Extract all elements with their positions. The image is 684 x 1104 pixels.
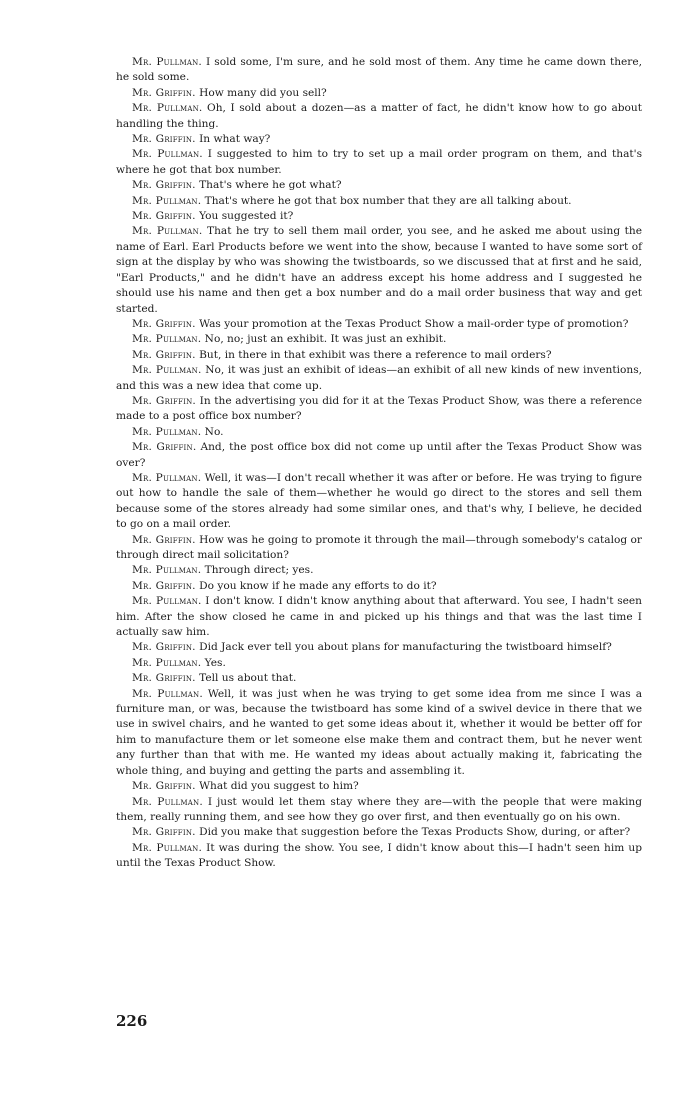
- paragraph-text: Oh, I sold about a dozen—as a matter of fact, he didn't know how to go about handling the thing.: [116, 102, 642, 130]
- speaker-label: Mr. Pullman.: [132, 364, 202, 377]
- transcript-paragraph: [116, 594, 642, 640]
- transcript-paragraph: [116, 132, 642, 147]
- speaker-label: Mr. Pullman.: [132, 425, 202, 438]
- transcript-paragraph: [116, 533, 642, 564]
- transcript-paragraph: [116, 841, 642, 872]
- transcript-paragraph: [116, 332, 642, 347]
- transcript-paragraph: [116, 563, 642, 578]
- speaker-label: Mr. Griffin.: [132, 394, 196, 407]
- paragraph-text: Do you know if he made any efforts to do it?: [199, 579, 437, 592]
- paragraph-text: What did you suggest to him?: [199, 780, 359, 793]
- transcript-paragraph: [116, 348, 642, 363]
- paragraph-text: Yes.: [204, 656, 226, 669]
- speaker-label: Mr. Pullman.: [132, 795, 203, 808]
- transcript-paragraph: [116, 317, 642, 332]
- transcript-paragraph: [116, 394, 642, 425]
- speaker-label: Mr. Pullman.: [132, 194, 202, 207]
- speaker-label: Mr. Pullman.: [132, 471, 202, 484]
- paragraph-text: I sold some, I'm sure, and he sold most of them. Any time he came down there, he sold some.: [116, 56, 643, 84]
- paragraph-text: I just would let them stay where they are—with the people that were making them, really running them, and see how they go over first, and then eventually go on his own.: [116, 795, 642, 823]
- speaker-label: Mr. Griffin.: [132, 348, 196, 361]
- page-number: 226: [116, 1012, 148, 1030]
- paragraph-text: In the advertising you did for it at the Texas Product Show, was there a reference made to a post office box number?: [116, 394, 642, 423]
- transcript-page: [116, 55, 642, 872]
- transcript-paragraph: [116, 178, 642, 193]
- paragraph-text: Through direct; yes.: [204, 564, 314, 577]
- paragraph-text: And, the post office box did not come up until after the Texas Product Show was over?: [116, 441, 642, 469]
- paragraph-text: It was during the show. You see, I didn't know about this—I hadn't seen him up until the Texas Product Show.: [116, 841, 642, 870]
- speaker-label: Mr. Griffin.: [132, 826, 196, 839]
- transcript-paragraph: [116, 795, 642, 826]
- paragraph-text: No.: [204, 425, 224, 438]
- transcript-paragraph: [116, 825, 642, 840]
- speaker-label: Mr. Griffin.: [132, 672, 196, 685]
- speaker-label: Mr. Griffin.: [132, 579, 196, 592]
- speaker-label: Mr. Griffin.: [132, 210, 196, 223]
- paragraph-text: I don't know. I didn't know anything about that afterward. You see, I hadn't seen him. After the show closed he came in and picked up his things and that was the last time I actually saw him.: [116, 595, 643, 639]
- paragraph-text: No, it was just an exhibit of ideas—an exhibit of all new kinds of new inventions, and this was a new idea that come up.: [116, 364, 643, 392]
- paragraph-text: That's where he got that box number that they are all talking about.: [204, 194, 572, 207]
- transcript-paragraph: [116, 687, 642, 779]
- speaker-label: Mr. Griffin.: [132, 86, 196, 99]
- speaker-label: Mr. Griffin.: [132, 317, 196, 330]
- transcript-paragraph: [116, 224, 642, 316]
- speaker-label: Mr. Pullman.: [132, 333, 202, 346]
- speaker-label: Mr. Pullman.: [132, 687, 203, 700]
- speaker-label: Mr. Pullman.: [132, 595, 202, 608]
- speaker-label: Mr. Griffin.: [132, 641, 196, 654]
- transcript-paragraph: [116, 640, 642, 655]
- paragraph-text: How was he going to promote it through the mail—through somebody's catalog or through direct mail solicitation?: [116, 533, 642, 561]
- transcript-paragraph: [116, 86, 642, 101]
- speaker-label: Mr. Pullman.: [132, 656, 202, 669]
- transcript-paragraph: [116, 101, 642, 132]
- paragraph-text: Well, it was—I don't recall whether it was after or before. He was trying to figure out how to handle the sale of them—whether he would go direct to the stores and sell them because some of the stores already had some similar ones, and that's why, I believe, he decided to go on a mail order.: [116, 471, 642, 531]
- paragraph-text: That he try to sell them mail order, you see, and he asked me about using the name of Earl. Earl Products before we went into the show, because I wanted to have some sort of sign at the display by who was showing the twistboards, so we discussed that at first and he said, "Earl Products," and he didn't have an address except his home address and I suggested he should use his name and then get a box number and do a mail order business that way and get started.: [116, 225, 642, 315]
- speaker-label: Mr. Pullman.: [132, 148, 203, 161]
- paragraph-text: Did you make that suggestion before the Texas Products Show, during, or after?: [199, 826, 631, 839]
- paragraph-text: Well, it was just when he was trying to get some idea from me since I was a furniture man, or was, because the twistboard has some kind of a swivel device in there that we use in swivel chairs, and he wanted to get some ideas about it, whether it would be better off for him to manufacture them or let someone else make them and contract them, but he never went any further than that with me. He wanted my ideas about actually making it, fabricating the whole thing, and buying and getting the parts and assembling it.: [116, 687, 643, 777]
- speaker-label: Mr. Griffin.: [132, 533, 196, 546]
- speaker-label: Mr. Pullman.: [132, 56, 202, 68]
- transcript-paragraph: [116, 471, 642, 533]
- transcript-paragraph: [116, 209, 642, 224]
- speaker-label: Mr. Griffin.: [132, 133, 196, 146]
- transcript-paragraph: [116, 656, 642, 671]
- speaker-label: Mr. Pullman.: [132, 225, 203, 238]
- paragraph-text: But, in there in that exhibit was there a reference to mail orders?: [199, 348, 552, 361]
- speaker-label: Mr. Griffin.: [132, 179, 196, 192]
- transcript-paragraph: [116, 194, 642, 209]
- transcript-paragraph: [116, 671, 642, 686]
- transcript-paragraph: [116, 425, 642, 440]
- paragraph-text: Was your promotion at the Texas Product Show a mail-order type of promotion?: [199, 317, 629, 330]
- speaker-label: Mr. Pullman.: [132, 841, 203, 854]
- transcript-paragraph: [116, 779, 642, 794]
- transcript-paragraph: [116, 55, 642, 86]
- paragraph-text: That's where he got what?: [199, 179, 342, 192]
- paragraph-text: Did Jack ever tell you about plans for manufacturing the twistboard himself?: [199, 641, 612, 654]
- paragraph-text: You suggested it?: [199, 210, 294, 223]
- speaker-label: Mr. Griffin.: [132, 441, 197, 454]
- paragraph-text: Tell us about that.: [199, 672, 297, 685]
- speaker-label: Mr. Pullman.: [132, 102, 203, 115]
- transcript-paragraph: [116, 440, 642, 471]
- transcript-paragraph: [116, 579, 642, 594]
- transcript-paragraph: [116, 147, 642, 178]
- paragraph-text: I suggested to him to try to set up a mail order program on them, and that's where he got that box number.: [116, 148, 643, 176]
- paragraph-text: How many did you sell?: [199, 86, 327, 99]
- speaker-label: Mr. Pullman.: [132, 564, 202, 577]
- paragraph-text: In what way?: [199, 133, 271, 146]
- speaker-label: Mr. Griffin.: [132, 780, 196, 793]
- paragraph-text: No, no; just an exhibit. It was just an exhibit.: [204, 333, 447, 346]
- transcript-paragraph: [116, 363, 642, 394]
